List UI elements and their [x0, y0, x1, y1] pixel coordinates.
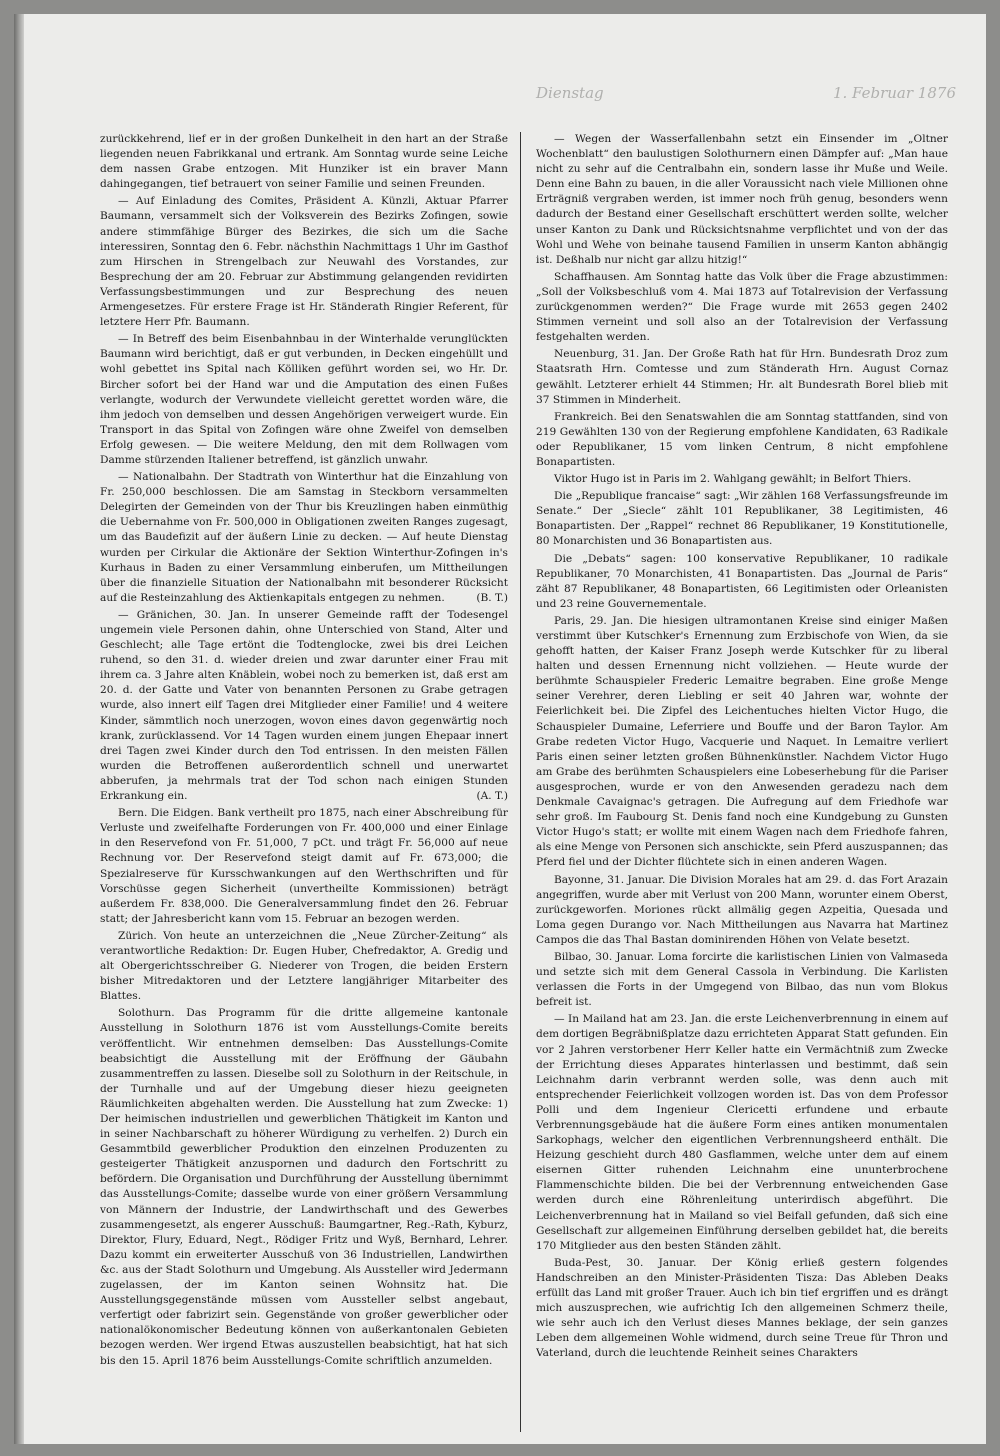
article-paragraph: Die „Republique francaise“ sagt: „Wir zählen 168 Verfassungsfreunde im Senate.“ Der „Siecle“ zählt 101 Republikaner, 38 Legitimisten, 46 Bonapartisten. Der „Rappel“ rechnet 86 Republikaner, 19 Konstitutionelle, 80 Monarchisten und 36 Bonapartisten aus. [536, 490, 948, 548]
article-paragraph: Schaffhausen. Am Sonntag hatte das Volk über die Frage abzustimmen: „Soll der Volksbeschluß vom 4. Mai 1873 auf Totalrevision der Verfassung zurückgenommen werden?“ Die Frage wurde mit 2653 gegen 2402 Stimmen verneint und soll also an der Totalrevision der Verfassung festgehalten werden. [536, 270, 948, 344]
right-column [536, 132, 948, 1432]
article-paragraph: Paris, 29. Jan. Die hiesigen ultramontanen Kreise sind einiger Maßen verstimmt über Kutschker's Ernennung zum Erzbischofe von Wien, da sie gehofft hatten, der Kaiser Franz Joseph werde Kutschker für zu liberal halten und dessen Ernennung nicht vollziehen. — Heute wurde der berühmte Schauspieler Frederic Lemaitre begraben. Eine große Menge seiner Verehrer, deren Liebling er seit 40 Jahren war, wohnte der Feierlichkeit bei. Die Zipfel des Leichentuches hielten Victor Hugo, die Schauspieler Dumaine, Leferriere und Bouffe und der Baron Taylor. Am Grabe redeten Victor Hugo, Vacquerie und Naquet. In Lemaitre verliert Paris einen seiner letzten großen Bühnenkünstler. Nachdem Victor Hugo am Grabe des berühmten Schauspielers eine Lobeserhebung für die Pariser ausgesprochen, wurde er von den Anwesenden geradezu nach dem Denkmale Cavaignac's getragen. Die Aufregung auf dem Friedhofe war sehr groß. Im Faubourg St. Denis fand noch eine Kundgebung zu Gunsten Victor Hugo's statt; er wollte mit einem Wagen nach dem Friedhofe fahren, als eine Menge von Personen sich anschickte, sein Pferd auszuspannen; das Pferd fiel und der Dichter flüchtete sich in einen anderen Wagen. [536, 614, 948, 869]
column-divider [520, 132, 521, 1432]
article-paragraph: Bayonne, 31. Januar. Die Division Morales hat am 29. d. das Fort Arazain angegriffen, wurde aber mit Verlust von 200 Mann, worunter einem Oberst, zurückgeworfen. Moriones rückt allmälig gegen Azpeitia, Quesada und Loma gegen Durango vor. Nach Mittheilungen aus Navarra hat Martinez Campos die das Thal Bastan dominirenden Höhen von Velate besetzt. [536, 873, 948, 946]
header-bleed-through [536, 84, 956, 102]
header-date: 1. Februar 1876 [832, 84, 956, 102]
article-paragraph: — Auf Einladung des Comites, Präsident A. Künzli, Aktuar Pfarrer Baumann, versammelt sich der Volksverein des Bezirks Zofingen, sowie andere stimmfähige Bürger des Bezirkes, die sich um die Sache interessiren, Sonntag den 6. Febr. nächsthin Nachmittags 1 Uhr im Gasthof zum Hirschen in Strengelbach zur Neuwahl des Vorstandes, zur Besprechung der am 20. Februar zur Abstimmung gelangenden revidirten Verfassungsbestimmungen und zur Besprechung des neuen Armengesetzes. Für erstere Frage ist Hr. Ständerath Ringier Referent, für letztere Herr Pfr. Baumann. [100, 195, 508, 329]
article-paragraph: Bilbao, 30. Januar. Loma forcirte die karlistischen Linien von Valmaseda und setzte sich mit dem General Cassola in Verbindung. Die Karlisten verlassen die Forts in der Umgegend von Bilbao, das nun vom Blokus befreit ist. [536, 950, 948, 1009]
article-paragraph: Frankreich. Bei den Senatswahlen die am Sonntag stattfanden, sind von 219 Gewählten 130 von der Regierung empfohlene Kandidaten, 63 Radikale oder Republikaner, 15 vom linken Centrum, 8 nicht empfohlene Bonapartisten. [536, 410, 948, 468]
header-day: Dienstag [536, 84, 604, 102]
article-paragraph: Neuenburg, 31. Jan. Der Große Rath hat für Hrn. Bundesrath Droz zum Staatsrath Hrn. Comtesse und zum Ständerath Hrn. August Cornaz gewählt. Letzterer erhielt 44 Stimmen; Hr. alt Bundesrath Borel blieb mit 37 Stimmen in Minderheit. [536, 348, 948, 406]
article-paragraph: Die „Debats“ sagen: 100 konservative Republikaner, 10 radikale Republikaner, 70 Monarchisten, 41 Bonapartisten. Das „Journal de Paris“ zäht 87 Republikaner, 48 Bonapartisten, 66 Legitimisten oder Orleanisten und 23 reine Gouvernementale. [536, 552, 948, 610]
article-paragraph: Bern. Die Eidgen. Bank vertheilt pro 1875, nach einer Abschreibung für Verluste und zweifelhafte Forderungen von Fr. 400,000 und einer Einlage in den Reservefond von Fr. 51,000, 7 pCt. und trägt Fr. 56,000 auf neue Rechnung vor. Der Reservefond steigt damit auf Fr. 673,000; die Spezialreserve für Kursschwankungen auf den Werthschriften und für Vorschüsse gegen Sicherheit (unvertheilte Kommissionen) beträgt außerdem Fr. 838,000. Die Generalversammlung findet den 26. Februar statt; der Jahresbericht kann vom 15. Februar an bezogen werden. [100, 807, 508, 925]
article-paragraph: — In Mailand hat am 23. Jan. die erste Leichenverbrennung in einem auf dem dortigen Begräbnißplatze dazu errichteten Apparat Statt gefunden. Ein vor 2 Jahren verstorbener Herr Keller hatte ein Vermächtniß zum Zwecke der Errichtung dieses Apparates hinterlassen und bestimmt, daß sein Leichnahm darin verbrannt werden solle, was denn auch mit entsprechender Feierlichkeit vollzogen worden ist. Das von dem Professor Polli und dem Ingenieur Clericetti erfundene und erbaute Verbrennungsgebäude hat die äußere Form eines antiken monumentalen Sarkophags, welcher den eigentlichen Verbrennungsheerd enthält. Die Heizung geschieht durch 480 Gasflammen, welche unter dem auf einem eisernen Gitter ruhenden Leichnahm eine ununterbrochene Flammenschichte bilden. Die bei der Verbrennung entweichenden Gase werden durch eine Röhrenleitung unterirdisch abgeführt. Die Leichenverbrennung hat in Mailand so viel Beifall gefunden, daß sich eine Gesellschaft zur allgemeinen Einführung derselben gebildet hat, die bereits 170 Mitglieder aus den besten Ständen zählt. [536, 1013, 948, 1252]
article-paragraph: — Wegen der Wasserfallenbahn setzt ein Einsender im „Oltner Wochenblatt“ den baulustigen Solothurnern einen Dämpfer auf: „Man haue nicht zu sehr auf die Centralbahn ein, sondern lasse ihr Muße und Weile. Denn eine Bahn zu bauen, in die aller Voraussicht nach viele Millionen ohne Erträgniß vergraben werden, ist immer noch früh genug, besonders wenn dadurch der Bestand einer Gesellschaft erschüttert werden sollte, welcher unser Kanton zu Dank und Rücksichtsnahme verpflichtet und von der das Wohl und Wehe von beinahe tausend Familien in unserm Kanton abhängig ist. Deßhalb nur nicht gar allzu hitzig!“ [536, 133, 948, 266]
page-binding-edge [14, 14, 24, 1444]
source-signature: (B. T.) [476, 591, 508, 604]
article-paragraph: — Nationalbahn. Der Stadtrath von Winterthur hat die Einzahlung von Fr. 250,000 beschlossen. Die am Samstag in Steckborn versammelten Delegirten der Gemeinden von der Thur bis Kreuzlingen haben einmüthig die Uebernahme von Fr. 500,000 in Obligationen zweiten Ranges zugesagt, um das Baudefizit auf der äußern Linie zu decken. — Auf heute Dienstag wurden per Cirkular die Aktionäre der Sektion Winterthur-Zofingen in's Kurhaus in Baden zu einer Versammlung einberufen, um Mittheilungen über die finanzielle Situation der Nationalbahn mit besonderer Rücksicht auf die Resteinzahlung des Aktienkapitals entgegen zu nehmen. (B. T.) [100, 470, 508, 606]
article-paragraph: — In Betreff des beim Eisenbahnbau in der Winterhalde verunglückten Baumann wird berichtigt, daß er gut verbunden, in Decken eingehüllt und wohl gebettet ins Spital nach Kölliken geführt worden sei, wo Hr. Dr. Bircher sofort bei der Hand war und die Amputation des einen Fußes verlangte, wodurch der Verwundete vielleicht gerettet worden wäre, die ihm jedoch von demselben und dessen Angehörigen verweigert wurde. Ein Transport in das Spital von Zofingen wäre ohne Zweifel von demselben Erfolg gewesen. — Die weitere Meldung, den mit dem Rollwagen vom Damme stürzenden Italiener betreffend, ist gänzlich unwahr. [100, 333, 508, 466]
newspaper-page [14, 14, 986, 1444]
source-signature: (A. T.) [476, 790, 508, 803]
article-paragraph: zurückkehrend, lief er in der großen Dunkelheit in den hart an der Straße liegenden neuen Fabrikkanal und ertrank. Am Sonntag wurde seine Leiche dem nassen Grabe entzogen. Mit Hunziker ist ein braver Mann dahingegangen, tief betrauert von seiner Familie und seinen Freunden. [100, 133, 508, 191]
article-paragraph: Buda-Pest, 30. Januar. Der König erließ gestern folgendes Handschreiben an den Minister-Präsidenten Tisza: Das Ableben Deaks erfüllt das Land mit großer Trauer. Auch ich bin tief ergriffen und es drängt mich auszusprechen, wie aufrichtig Ich den allgemeinen Schmerz theile, wie sehr auch ich den Verlust dieses Mannes beklage, der sein ganzes Leben dem allgemeinen Wohle widmend, durch seine Treue für Thron und Vaterland, durch die leuchtende Reinheit seines Charakters [536, 1256, 948, 1360]
article-paragraph: Solothurn. Das Programm für die dritte allgemeine kantonale Ausstellung in Solothurn 1876 ist vom Ausstellungs-Comite bereits veröffentlicht. Wir entnehmen demselben: Das Ausstellungs-Comite beabsichtigt die Ausstellung mit der Eröffnung der Gäubahn zusammentreffen zu lassen. Dieselbe soll zu Solothurn in der Reitschule, in der Turnhalle und auf der Umgebung dieser hiezu geeigneten Räumlichkeiten abgehalten werden. Die Ausstellung hat zum Zwecke: 1) Der heimischen industriellen und gewerblichen Thätigkeit im Kanton und in seiner Nachbarschaft zu höherer Würdigung zu verhelfen. 2) Durch ein Gesammtbild gewerblicher Produktion den einzelnen Produzenten zu gesteigerter Thätigkeit anzuspornen und dadurch den Fortschritt zu befördern. Die Organisation und Durchführung der Ausstellung übernimmt das Ausstellungs-Comite; dasselbe wurde von einer größern Versammlung von Männern der Industrie, der Landwirthschaft und des Gewerbes zusammengesetzt, als engerer Ausschuß: Baumgartner, Reg.-Rath, Kyburz, Direktor, Flury, Eduard, Negt., Rödiger Fritz und Wyß, Bernhard, Lehrer. Dazu kommt ein erweiterter Ausschuß von 36 Industriellen, Landwirthen &c. aus der Stadt Solothurn und Umgebung. Als Aussteller wird Jedermann zugelassen, der im Kanton seinen Wohnsitz hat. Die Ausstellungsgegenstände müssen vom Aussteller selbst angebaut, verfertigt oder fabrizirt sein. Gegenstände von großer gewerblicher oder nationalökonomischer Bedeutung können von außerkantonalen Gebieten bezogen werden. Wer irgend Etwas auszustellen beabsichtigt, hat hat sich bis den 15. April 1876 beim Ausstellungs-Comite schriftlich anzumelden. [100, 1007, 508, 1367]
article-paragraph: Viktor Hugo ist in Paris im 2. Wahlgang gewählt; in Belfort Thiers. [554, 473, 912, 486]
left-column [100, 132, 508, 1432]
article-paragraph: — Gränichen, 30. Jan. In unserer Gemeinde rafft der Todesengel ungemein viele Personen dahin, ohne Unterschied von Stand, Alter und Geschlecht; alle Tage ertönt die Todtenglocke, zwei bis drei Leichen ruhend, so den 31. d. wieder dreien und zwar darunter einer Frau mit ihrem ca. 3 Jahre alten Knäblein, wobei noch zu bemerken ist, daß erst am 20. d. der Gatte und Vater von benannten Personen zu Grabe getragen wurde, also innert eilf Tagen drei Mitglieder einer Familie! und 4 weitere Kinder, sämmtlich noch unerzogen, wovon eines davon gegenwärtig noch krank, zurücklassend. Vor 14 Tagen wurden einem jungen Ehepaar innert drei Tagen zwei Kinder durch den Tod entrissen. In den meisten Fällen wurden die Betroffenen außerordentlich schnell und unerwartet abberufen, ja mehrmals trat der Tod schon nach einigen Stunden Erkrankung ein. (A. T.) [100, 608, 508, 804]
article-paragraph: Zürich. Von heute an unterzeichnen die „Neue Zürcher-Zeitung“ als verantwortliche Redaktion: Dr. Eugen Huber, Chefredaktor, A. Gredig und alt Obergerichtsschreiber G. Niederer von Trogen, die beiden Erstern bisher Mitredaktoren und der Letztere langjähriger Mitarbeiter des Blattes. [100, 929, 508, 1003]
